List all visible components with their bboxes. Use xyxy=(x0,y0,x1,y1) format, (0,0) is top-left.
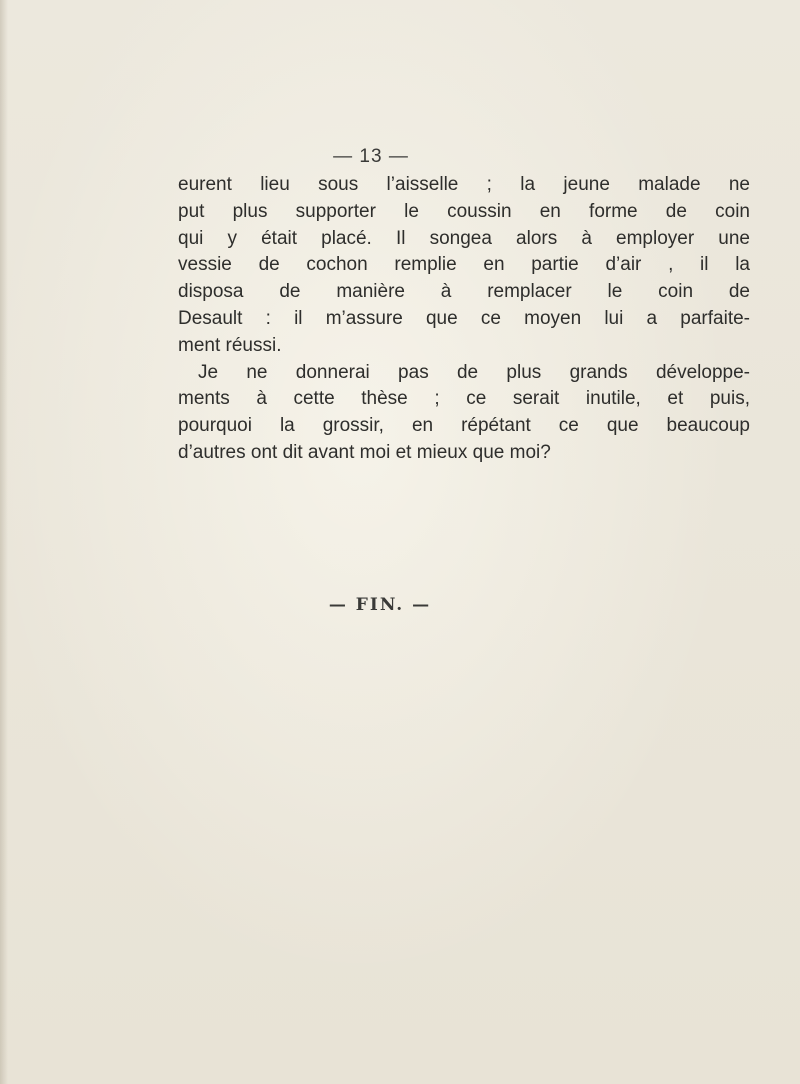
text-line: eurent lieu sous l’aisselle ; la jeune malade ne xyxy=(178,174,750,195)
text-line: vessie de cochon remplie en partie d’air , il la xyxy=(178,254,750,276)
closing-mark: — FIN. — xyxy=(328,595,432,615)
body-text xyxy=(178,172,750,467)
text-line: d’autres ont dit avant moi et mieux que moi? xyxy=(178,441,551,463)
text-line: pourquoi la grossir, en répétant ce que beaucoup xyxy=(178,415,750,437)
text-line: put plus supporter le coussin en forme de coin xyxy=(178,200,750,222)
text-line: qui y était placé. Il songea alors à employer une xyxy=(178,227,750,249)
text-line: Desault : il m’assure que ce moyen lui a parfaite- xyxy=(178,307,750,329)
text-line: disposa de manière à remplacer le coin de xyxy=(178,281,750,303)
page-number: — 13 — xyxy=(333,146,409,167)
text-line: ment réussi. xyxy=(178,334,282,356)
text-line: ments à cette thèse ; ce serait inutile, et puis, xyxy=(178,388,750,410)
paragraph-start-line: Je ne donnerai pas de plus grands développe- xyxy=(198,361,750,383)
